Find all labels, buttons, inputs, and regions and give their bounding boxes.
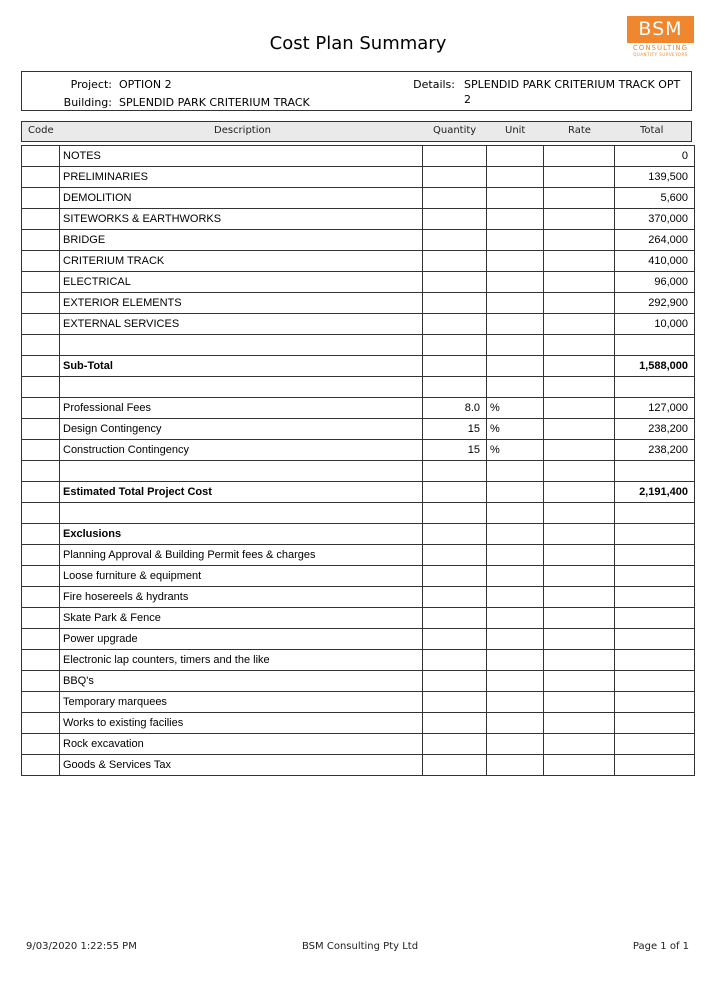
cell-total: 1,588,000 [615,356,695,377]
cell-quantity [423,146,487,167]
cell-code [22,608,60,629]
cell-quantity [423,629,487,650]
cell-unit [487,734,544,755]
cell-code [22,251,60,272]
cell-total: 96,000 [615,272,695,293]
cell-description [60,335,423,356]
details-value-line1: SPLENDID PARK CRITERIUM TRACK OPT [464,78,681,91]
cell-unit [487,461,544,482]
footer-company: BSM Consulting Pty Ltd [302,941,419,952]
cell-quantity [423,734,487,755]
footer-timestamp: 9/03/2020 1:22:55 PM [26,941,137,952]
cell-quantity [423,251,487,272]
cell-quantity [423,713,487,734]
table-row [22,608,695,629]
details-label: Details: [413,78,455,91]
cell-description: Estimated Total Project Cost [60,482,423,503]
details-value-line2: 2 [464,93,471,106]
cell-rate [544,188,615,209]
cell-code [22,146,60,167]
cell-code [22,314,60,335]
cell-description: Construction Contingency [60,440,423,461]
table-row [22,503,695,524]
table-row [22,629,695,650]
cell-code [22,356,60,377]
cell-description [60,377,423,398]
cell-code [22,461,60,482]
cell-rate [544,713,615,734]
cell-description: NOTES [60,146,423,167]
cell-quantity [423,608,487,629]
cell-description: Loose furniture & equipment [60,566,423,587]
cell-rate [544,419,615,440]
cell-quantity [423,230,487,251]
cell-code [22,440,60,461]
cell-total: 5,600 [615,188,695,209]
cell-rate [544,146,615,167]
cell-unit [487,755,544,776]
cell-total [615,545,695,566]
cell-total [615,650,695,671]
col-total: Total [640,125,664,136]
cell-unit [487,335,544,356]
cell-unit [487,503,544,524]
cell-quantity [423,587,487,608]
cell-unit [487,713,544,734]
cell-code [22,398,60,419]
cell-rate [544,230,615,251]
cell-total [615,461,695,482]
table-row [22,146,695,167]
table-row [22,377,695,398]
col-code: Code [28,125,54,136]
cell-quantity [423,755,487,776]
cell-description: SITEWORKS & EARTHWORKS [60,209,423,230]
cell-unit [487,671,544,692]
cell-code [22,566,60,587]
table-row [22,293,695,314]
cell-description: DEMOLITION [60,188,423,209]
cell-code [22,503,60,524]
cell-quantity [423,461,487,482]
cell-description: Electronic lap counters, timers and the like [60,650,423,671]
cell-description: Fire hosereels & hydrants [60,587,423,608]
cell-unit [487,314,544,335]
cell-description: Rock excavation [60,734,423,755]
cell-total: 410,000 [615,251,695,272]
table-row [22,692,695,713]
cell-code [22,209,60,230]
cell-code [22,167,60,188]
cell-unit [487,188,544,209]
table-row [22,356,695,377]
cell-unit [487,356,544,377]
cell-unit: % [487,398,544,419]
cell-total: 10,000 [615,314,695,335]
cell-description: Design Contingency [60,419,423,440]
cell-quantity [423,503,487,524]
cell-rate [544,608,615,629]
cell-quantity: 8.0 [423,398,487,419]
cell-description: Sub-Total [60,356,423,377]
cell-quantity: 15 [423,440,487,461]
cell-total [615,587,695,608]
cell-unit [487,251,544,272]
table-row [22,398,695,419]
cell-quantity [423,377,487,398]
table-row [22,566,695,587]
cell-quantity [423,524,487,545]
table-row [22,188,695,209]
cell-description: Power upgrade [60,629,423,650]
cell-description: EXTERNAL SERVICES [60,314,423,335]
cell-unit [487,272,544,293]
cell-quantity [423,671,487,692]
cell-total: 238,200 [615,419,695,440]
table-row [22,524,695,545]
cell-description: EXTERIOR ELEMENTS [60,293,423,314]
cell-description [60,461,423,482]
table-row [22,545,695,566]
cell-total: 2,191,400 [615,482,695,503]
project-info-box [21,71,692,111]
cell-description [60,503,423,524]
table-row [22,440,695,461]
cell-quantity [423,650,487,671]
cell-code [22,482,60,503]
cell-rate [544,167,615,188]
cell-quantity [423,272,487,293]
cell-rate [544,209,615,230]
cell-unit [487,146,544,167]
cell-rate [544,335,615,356]
company-logo [627,16,694,61]
table-row [22,419,695,440]
logo-brand: BSM [627,16,694,43]
table-row [22,713,695,734]
project-value: OPTION 2 [119,78,172,91]
cell-unit [487,650,544,671]
cell-rate [544,377,615,398]
table-row [22,314,695,335]
cell-total [615,566,695,587]
cell-unit [487,629,544,650]
table-row [22,251,695,272]
cell-rate [544,671,615,692]
table-row [22,230,695,251]
cell-total [615,503,695,524]
cell-unit [487,608,544,629]
cell-total [615,629,695,650]
footer-page: Page 1 of 1 [632,941,689,952]
cell-total: 370,000 [615,209,695,230]
cell-description: CRITERIUM TRACK [60,251,423,272]
cell-quantity [423,566,487,587]
cell-quantity [423,314,487,335]
cell-code [22,713,60,734]
cell-rate [544,461,615,482]
cell-total [615,335,695,356]
cell-description: Skate Park & Fence [60,608,423,629]
cell-description: Exclusions [60,524,423,545]
cell-unit [487,293,544,314]
cell-unit [487,524,544,545]
cell-code [22,272,60,293]
col-quantity: Quantity [433,125,477,136]
cell-code [22,524,60,545]
table-row [22,272,695,293]
table-row [22,167,695,188]
cell-total [615,692,695,713]
cell-code [22,377,60,398]
cell-code [22,692,60,713]
cell-code [22,188,60,209]
cell-unit [487,167,544,188]
cell-description: Works to existing facilies [60,713,423,734]
building-label: Building: [63,96,112,109]
cell-quantity [423,293,487,314]
cell-total [615,524,695,545]
cell-quantity [423,545,487,566]
cell-total: 127,000 [615,398,695,419]
table-row [22,209,695,230]
cell-quantity [423,188,487,209]
cell-code [22,671,60,692]
cell-total [615,671,695,692]
cell-code [22,545,60,566]
cell-description: BRIDGE [60,230,423,251]
cell-rate [544,566,615,587]
table-row [22,587,695,608]
cell-unit [487,692,544,713]
cell-code [22,293,60,314]
cell-quantity [423,482,487,503]
cell-quantity [423,356,487,377]
cell-quantity [423,209,487,230]
cell-unit [487,230,544,251]
cell-quantity [423,335,487,356]
cell-total [615,377,695,398]
cell-unit [487,377,544,398]
cell-total: 292,900 [615,293,695,314]
cost-table [21,145,695,776]
cell-quantity [423,692,487,713]
page-title: Cost Plan Summary [269,33,447,54]
cell-total [615,755,695,776]
cell-code [22,230,60,251]
cell-code [22,419,60,440]
cell-rate [544,587,615,608]
cell-total: 139,500 [615,167,695,188]
cell-rate [544,251,615,272]
cell-rate [544,272,615,293]
cell-quantity [423,167,487,188]
cell-total: 238,200 [615,440,695,461]
cell-rate [544,440,615,461]
cell-rate [544,314,615,335]
cell-quantity: 15 [423,419,487,440]
cell-rate [544,482,615,503]
cell-rate [544,692,615,713]
cell-code [22,734,60,755]
cell-code [22,587,60,608]
cell-rate [544,356,615,377]
cell-unit: % [487,440,544,461]
table-row [22,755,695,776]
cell-total [615,713,695,734]
table-row [22,734,695,755]
cell-rate [544,734,615,755]
cell-code [22,755,60,776]
table-row [22,335,695,356]
project-label: Project: [70,78,112,91]
cell-rate [544,503,615,524]
cell-rate [544,545,615,566]
cell-code [22,335,60,356]
cell-rate [544,293,615,314]
cell-description: BBQ's [60,671,423,692]
cell-rate [544,398,615,419]
cell-unit [487,482,544,503]
cell-description: PRELIMINARIES [60,167,423,188]
cell-code [22,629,60,650]
col-rate: Rate [568,125,591,136]
building-value: SPLENDID PARK CRITERIUM TRACK [119,96,310,109]
cell-total [615,608,695,629]
table-header [21,121,692,142]
cell-unit [487,209,544,230]
cell-rate [544,650,615,671]
col-description: Description [214,125,271,136]
logo-sub: CONSULTING [632,44,689,52]
cell-total: 0 [615,146,695,167]
col-unit: Unit [505,125,526,136]
cell-unit [487,545,544,566]
table-row [22,650,695,671]
table-row [22,461,695,482]
logo-tagline: QUANTITY SURVEYORS [633,52,688,57]
cell-unit: % [487,419,544,440]
cell-code [22,650,60,671]
cell-total: 264,000 [615,230,695,251]
table-row [22,482,695,503]
cell-description: Professional Fees [60,398,423,419]
cell-description: Temporary marquees [60,692,423,713]
cell-description: Goods & Services Tax [60,755,423,776]
cell-description: Planning Approval & Building Permit fees & charges [60,545,423,566]
table-row [22,671,695,692]
cell-rate [544,524,615,545]
cell-unit [487,566,544,587]
cell-rate [544,755,615,776]
cell-unit [487,587,544,608]
cell-rate [544,629,615,650]
cell-total [615,734,695,755]
cell-description: ELECTRICAL [60,272,423,293]
